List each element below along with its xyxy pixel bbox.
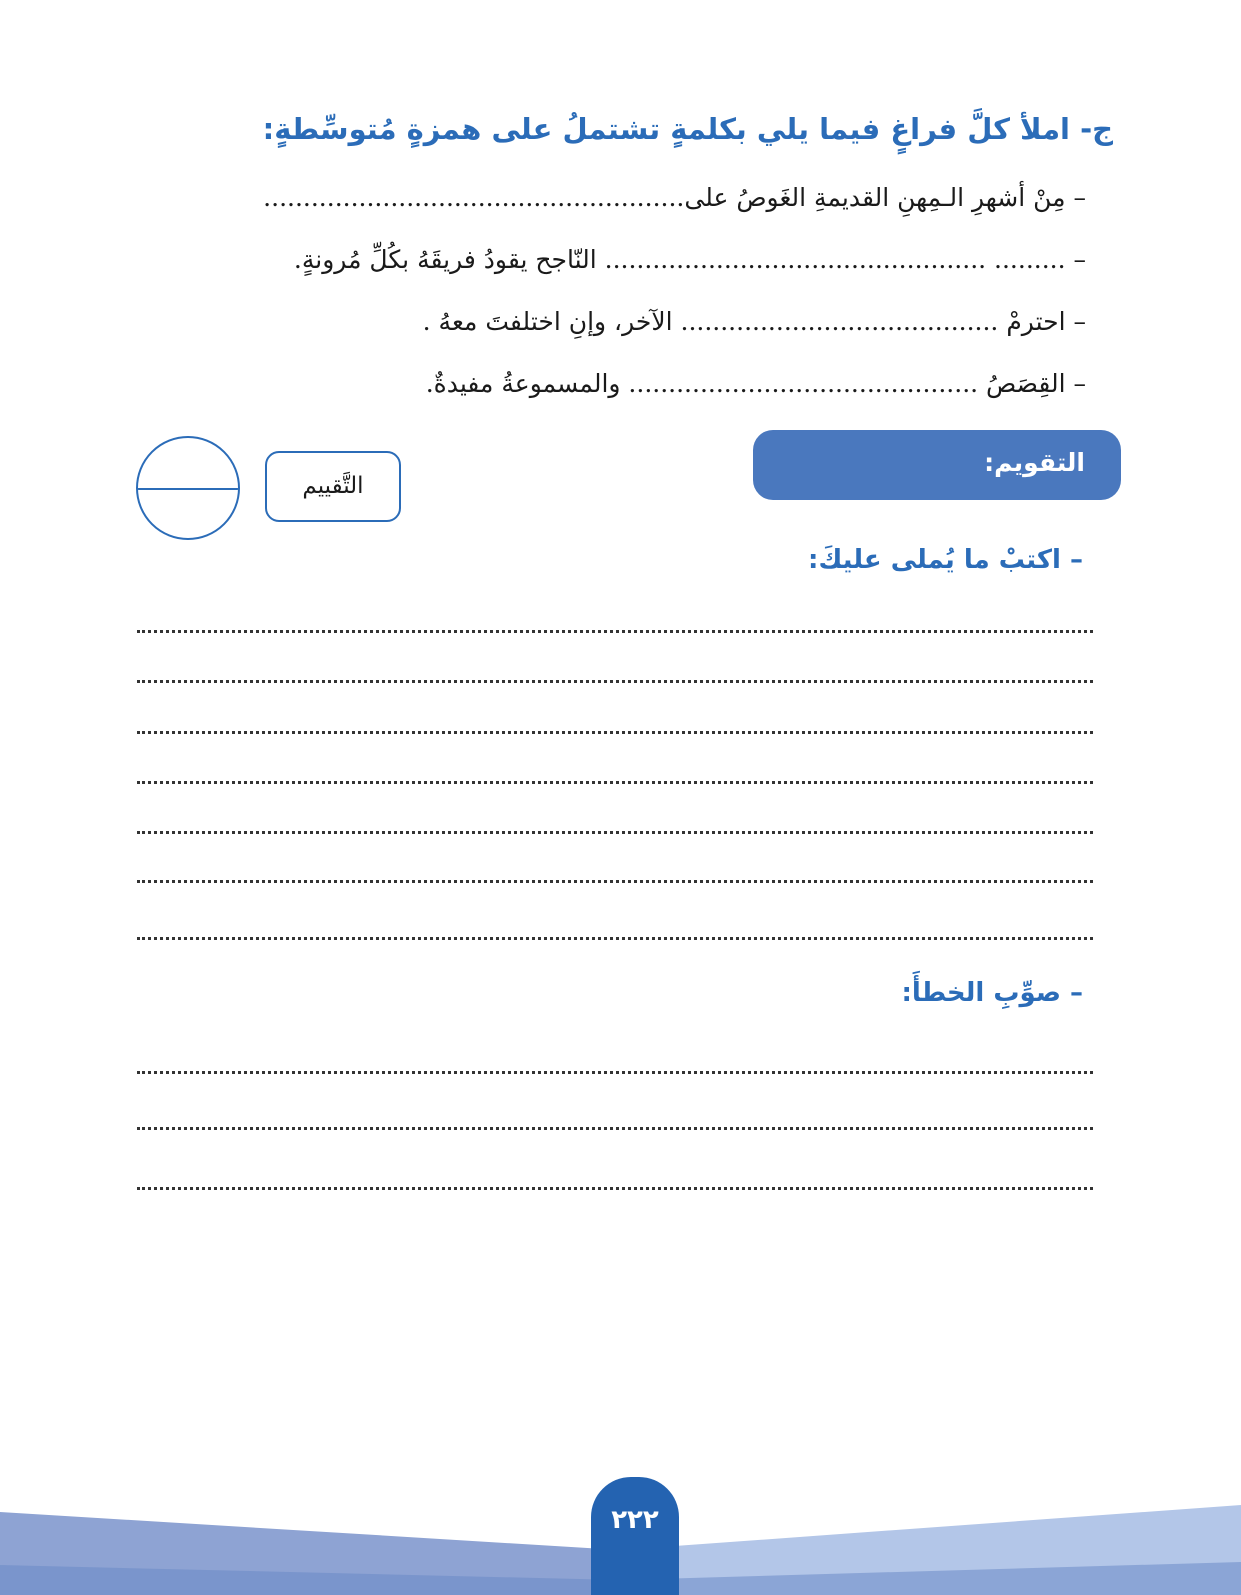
evaluation-banner: [753, 430, 1121, 500]
dictation-line-3[interactable]: [137, 731, 1093, 734]
fill-line-2[interactable]: – ......... ................................................ النّاجح يقودُ فريقَهُ بكُلِّ مُرونةٍ.: [293, 245, 1086, 274]
fill-line-1[interactable]: – مِنْ أشهرِ الـمِهنِ القديمةِ الغَوصُ على.....................................................: [263, 183, 1086, 212]
dictation-line-4[interactable]: [137, 781, 1093, 784]
dictation-line-5[interactable]: [137, 831, 1093, 834]
dictation-line-7[interactable]: [137, 937, 1093, 940]
correction-line-3[interactable]: [137, 1187, 1093, 1190]
dictation-heading: – اكتبْ ما يُملى عليكَ:: [808, 545, 1083, 575]
page-number: ٢٢٢: [611, 1505, 659, 1535]
page-number-tab: [591, 1477, 679, 1595]
fill-line-4[interactable]: – القِصَصُ ............................................ والمسموعةُ مفيدةٌ.: [425, 369, 1086, 398]
dictation-line-1[interactable]: [137, 630, 1093, 633]
grade-label-box: التَّقييم: [265, 451, 401, 522]
score-divider: [138, 488, 238, 490]
dictation-line-2[interactable]: [137, 680, 1093, 683]
correction-heading: – صوِّبِ الخطأَ:: [901, 978, 1083, 1008]
evaluation-title: التقويم:: [984, 448, 1085, 477]
exercise-heading: ج- املأ كلَّ فراغٍ فيما يلي بكلمةٍ تشتملُ على همزةٍ مُتوسِّطةٍ:: [262, 112, 1113, 146]
correction-line-1[interactable]: [137, 1071, 1093, 1074]
fill-line-3[interactable]: – احترمْ ........................................ الآخر، وإنِ اختلفتَ معهُ .: [422, 307, 1086, 336]
dictation-line-6[interactable]: [137, 880, 1093, 883]
score-circle[interactable]: [136, 436, 240, 540]
correction-line-2[interactable]: [137, 1127, 1093, 1130]
